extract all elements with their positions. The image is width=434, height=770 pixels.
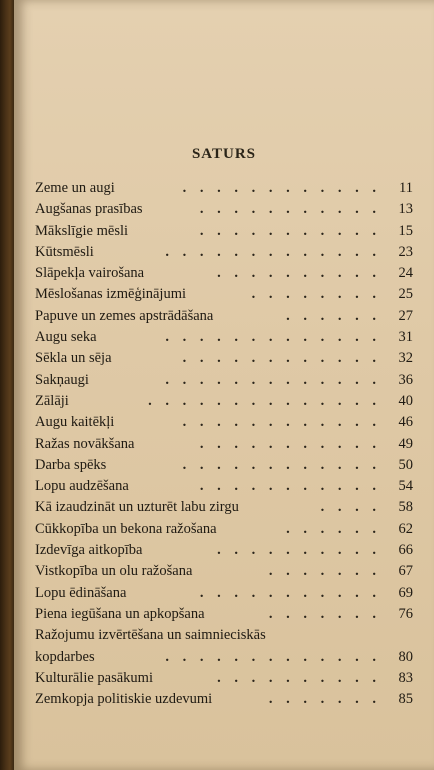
- toc-entry-title: Zemkopja politiskie uzdevumi: [35, 691, 213, 708]
- toc-entry: [35, 221, 413, 242]
- toc-entry: [35, 519, 413, 540]
- toc-leader-dots: . . . . . . .: [268, 605, 381, 622]
- toc-page-number: 27: [398, 307, 413, 324]
- toc-leader-dots: . . . . . .: [286, 520, 381, 537]
- toc-entry-title: Lopu audzēšana: [35, 478, 129, 495]
- toc-page-number: 40: [398, 392, 413, 409]
- toc-entry-title: Mēslošanas izmēģinājumi: [35, 286, 187, 303]
- table-of-contents: [35, 178, 413, 710]
- toc-entry-title: Slāpekļa vairošana: [35, 265, 145, 282]
- toc-entry-title: Darba spēks: [35, 456, 107, 473]
- toc-entry-title: Ražas novākšana: [35, 435, 135, 452]
- toc-entry: [35, 604, 413, 625]
- toc-entry-title: Sakņaugi: [35, 371, 89, 388]
- toc-page-number: 85: [398, 691, 413, 708]
- toc-leader-dots: . . . . . . . . . . . . .: [165, 648, 381, 665]
- toc-page-number: 15: [398, 222, 413, 239]
- toc-leader-dots: . . . . . . . . . .: [217, 265, 381, 282]
- toc-leader-dots: . . . . . . . . . . .: [199, 222, 381, 239]
- toc-leader-dots: . . . . . . . . . . . . .: [165, 371, 381, 388]
- toc-page-number: 32: [398, 350, 413, 367]
- toc-page-number: 83: [398, 669, 413, 686]
- toc-entry: [35, 455, 413, 476]
- toc-page-number: 36: [398, 371, 413, 388]
- book-page: [14, 0, 434, 770]
- toc-entry-title: Ražojumu izvērtēšana un saimnieciskās: [35, 627, 266, 644]
- toc-entry: [35, 647, 413, 668]
- toc-page-number: 54: [398, 478, 413, 495]
- toc-leader-dots: . . . . . .: [286, 307, 381, 324]
- toc-page-number: 50: [398, 456, 413, 473]
- toc-entry: [35, 540, 413, 561]
- toc-entry-title: Augšanas prasības: [35, 201, 143, 218]
- toc-entry: [35, 348, 413, 369]
- toc-entry-title: Lopu ēdināšana: [35, 584, 127, 601]
- toc-entry-title: Zeme un augi: [35, 180, 115, 196]
- toc-page-number: 67: [398, 563, 413, 580]
- toc-entry-title: Papuve un zemes apstrādāšana: [35, 307, 214, 324]
- toc-entry: [35, 178, 413, 199]
- toc-leader-dots: . . . . . . . . . . .: [199, 478, 381, 495]
- toc-page-number: 69: [398, 584, 413, 601]
- toc-entry: [35, 689, 413, 710]
- toc-leader-dots: . . . . . . .: [268, 563, 381, 580]
- toc-page-number: 31: [398, 329, 413, 346]
- toc-entry: [35, 327, 413, 348]
- toc-entry-title: Cūkkopība un bekona ražošana: [35, 520, 217, 537]
- toc-leader-dots: . . . . . . . . . .: [217, 542, 381, 559]
- toc-leader-dots: . . . . . . . .: [251, 286, 381, 303]
- toc-entry: [35, 284, 413, 305]
- toc-entry: [35, 668, 413, 689]
- toc-entry-title: Vistkopība un olu ražošana: [35, 563, 193, 580]
- toc-page-number: 49: [398, 435, 413, 452]
- toc-entry: [35, 434, 413, 455]
- toc-leader-dots: . . . . . . . . . . . .: [182, 414, 381, 431]
- toc-page-number: 66: [398, 542, 413, 559]
- toc-entry: [35, 199, 413, 220]
- page-title: SATURS: [191, 146, 257, 162]
- toc-entry-title: kopdarbes: [35, 648, 95, 665]
- toc-page-number: 24: [398, 265, 413, 282]
- toc-leader-dots: . . . . . . . . . . . . .: [165, 329, 381, 346]
- toc-entry-title: Piena iegūšana un apkopšana: [35, 605, 205, 622]
- toc-entry: [35, 476, 413, 497]
- toc-entry-title: Kūtsmēsli: [35, 243, 94, 260]
- toc-entry: [35, 583, 413, 604]
- toc-leader-dots: . . . . . . . . . . . .: [182, 180, 381, 196]
- toc-entry-title: Izdevīga aitkopība: [35, 542, 143, 559]
- toc-entry: [35, 497, 413, 518]
- toc-entry: [35, 370, 413, 391]
- toc-page-number: 11: [399, 180, 413, 196]
- toc-leader-dots: . . . .: [320, 499, 381, 516]
- toc-entry-title: Augu seka: [35, 329, 97, 346]
- toc-entry: [35, 263, 413, 284]
- toc-page-number: 80: [398, 648, 413, 665]
- toc-entry: [35, 625, 413, 646]
- toc-leader-dots: . . . . . . . . . . . .: [182, 456, 381, 473]
- toc-entry-title: Kulturālie pasākumi: [35, 669, 153, 686]
- toc-leader-dots: . . . . . . . . . .: [217, 669, 381, 686]
- toc-page-number: 62: [398, 520, 413, 537]
- toc-entry: [35, 391, 413, 412]
- toc-entry-title: Kā izaudzināt un uzturēt labu zirgu: [35, 499, 239, 516]
- toc-leader-dots: . . . . . . . . . . . . .: [165, 243, 381, 260]
- toc-page-number: 58: [398, 499, 413, 516]
- toc-leader-dots: . . . . . . .: [268, 691, 381, 708]
- toc-leader-dots: . . . . . . . . . . .: [199, 584, 381, 601]
- toc-entry-title: Zālāji: [35, 392, 69, 409]
- toc-entry-title: Mākslīgie mēsli: [35, 222, 129, 239]
- toc-page-number: 13: [398, 201, 413, 218]
- toc-entry: [35, 412, 413, 433]
- toc-page-number: 46: [398, 414, 413, 431]
- toc-entry: [35, 242, 413, 263]
- toc-leader-dots: . . . . . . . . . . . .: [182, 350, 381, 367]
- toc-leader-dots: . . . . . . . . . . .: [199, 435, 381, 452]
- toc-entry: [35, 561, 413, 582]
- toc-entry: [35, 306, 413, 327]
- toc-leader-dots: . . . . . . . . . . .: [199, 201, 381, 218]
- toc-leader-dots: . . . . . . . . . . . . . .: [148, 392, 381, 409]
- toc-page-number: 23: [398, 243, 413, 260]
- toc-entry-title: Augu kaitēkļi: [35, 414, 115, 431]
- toc-page-number: 25: [398, 286, 413, 303]
- toc-page-number: 76: [398, 605, 413, 622]
- toc-entry-title: Sēkla un sēja: [35, 350, 112, 367]
